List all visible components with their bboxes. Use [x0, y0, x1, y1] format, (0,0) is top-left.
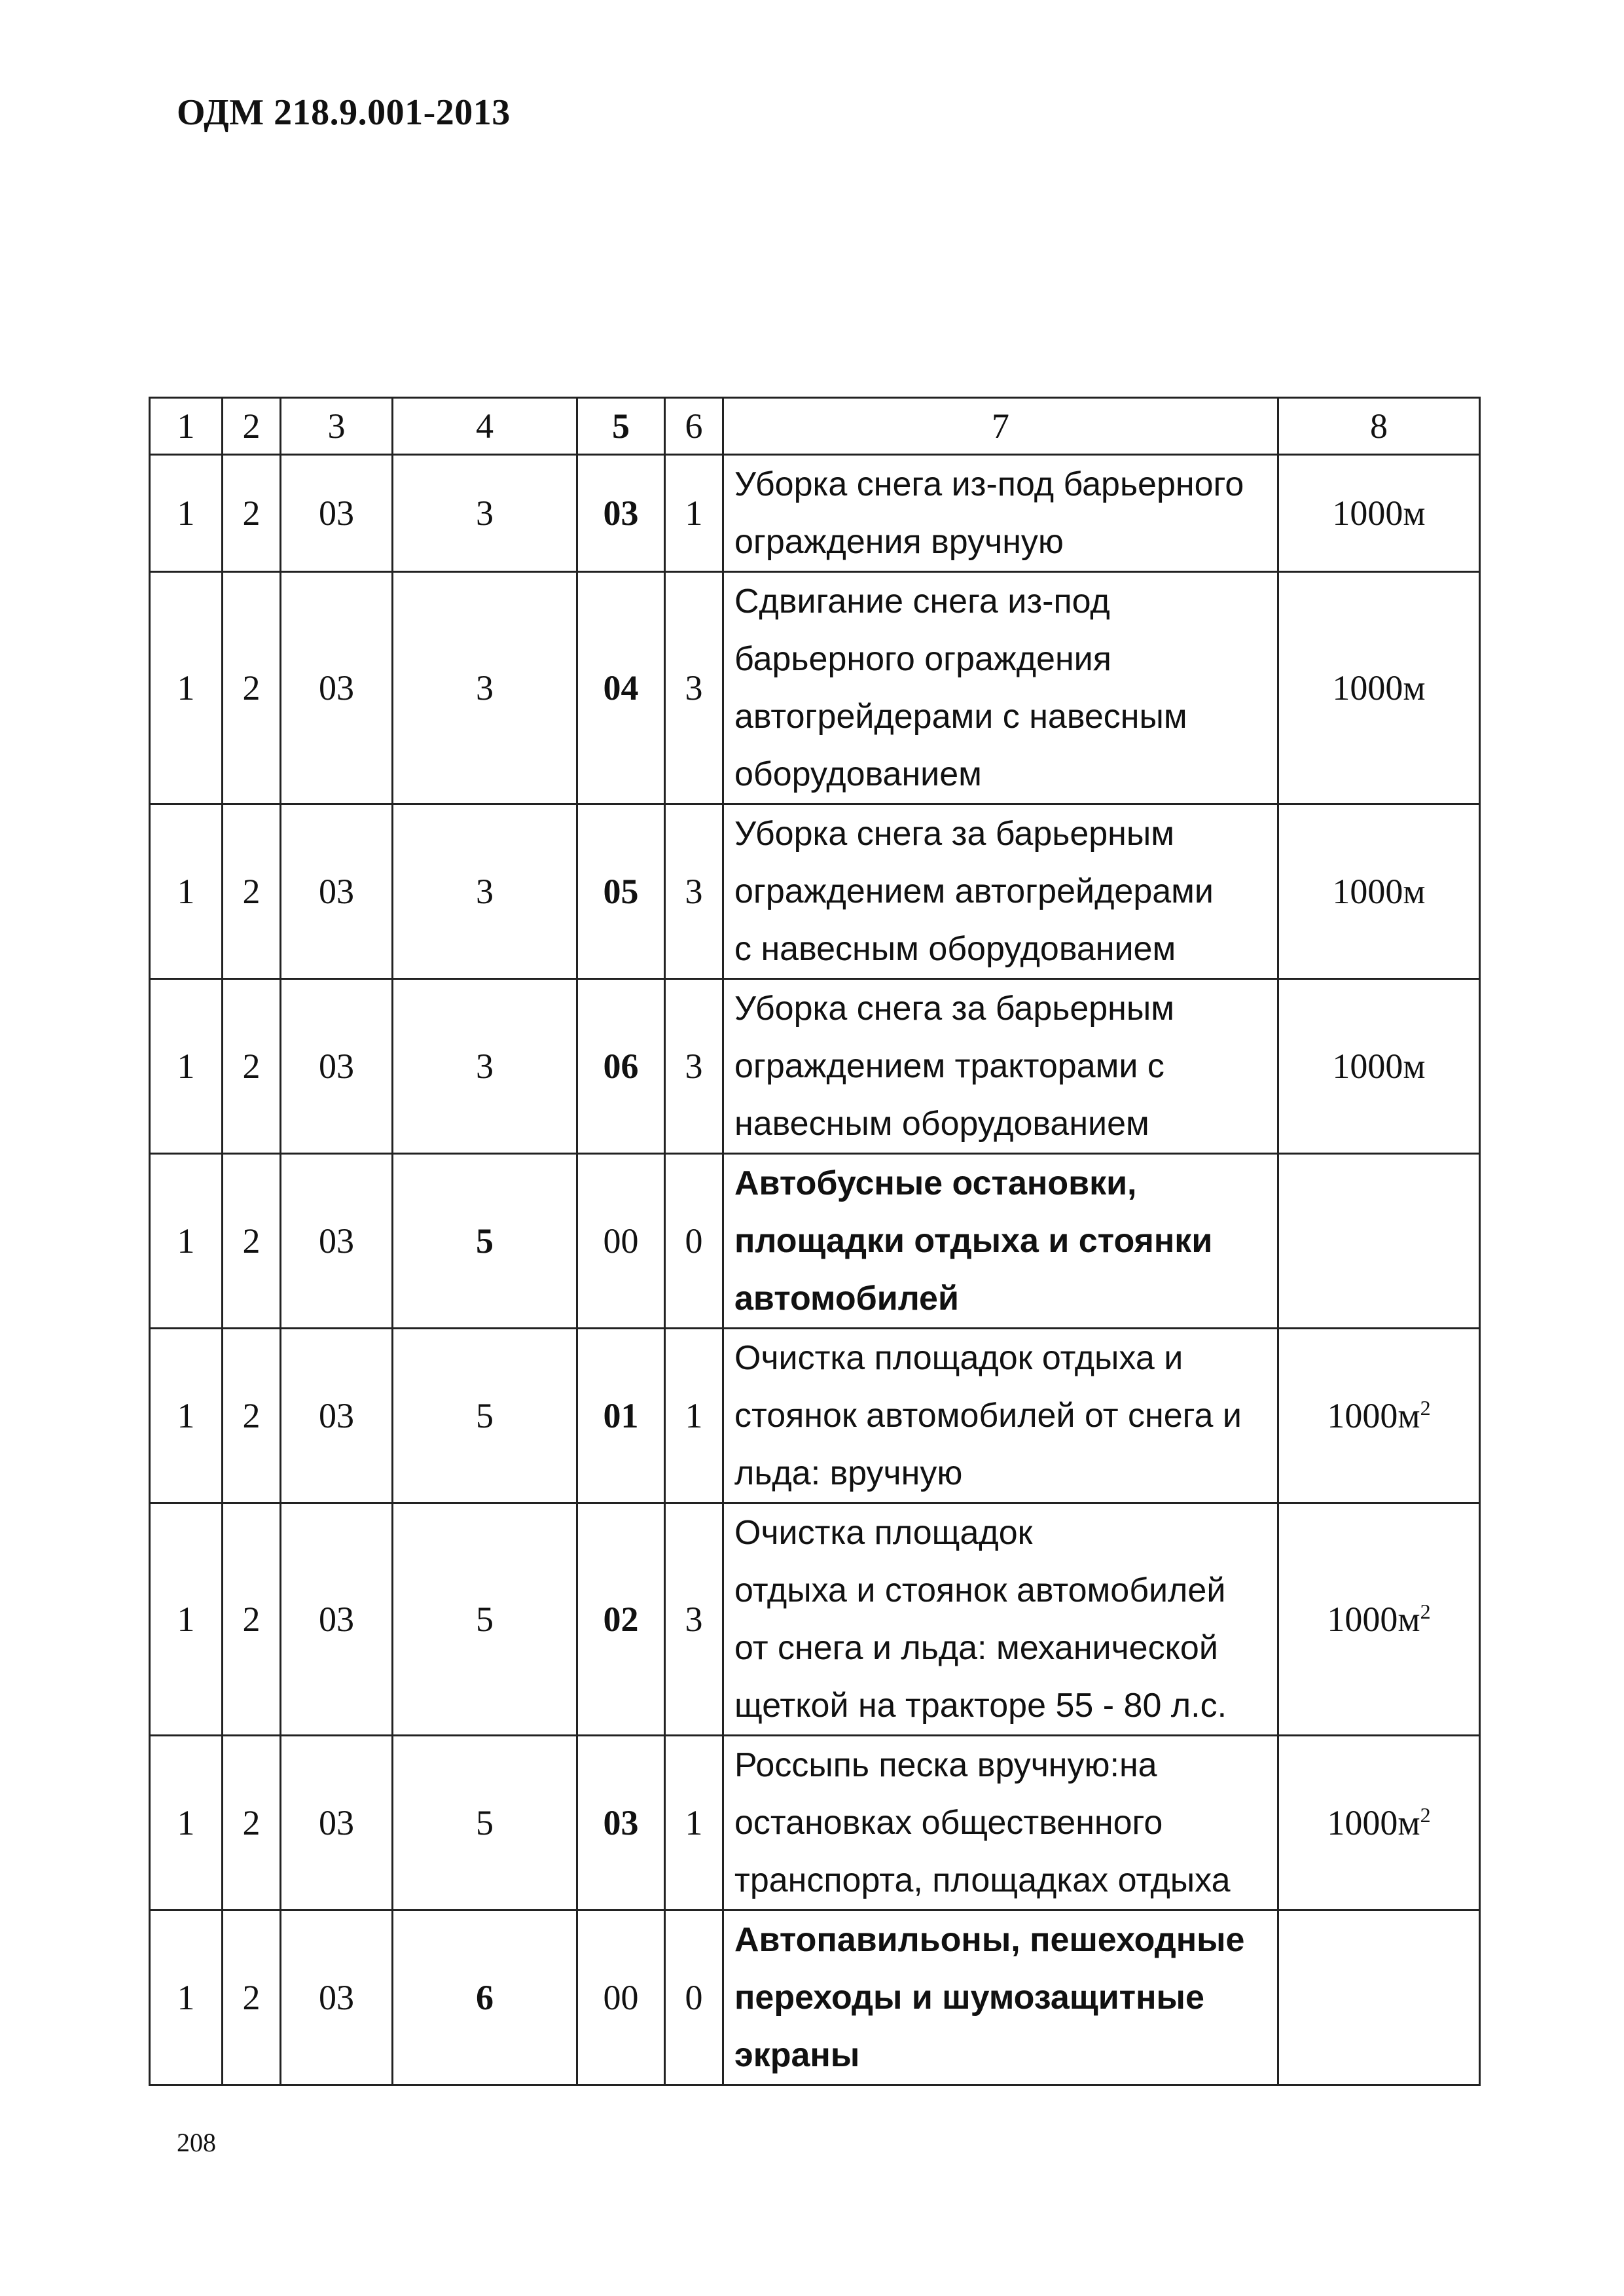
cell-col-2: 2 — [223, 455, 281, 572]
unit-superscript: 2 — [1420, 1396, 1431, 1420]
description-line: льда: вручную — [734, 1454, 963, 1492]
cell-col-2: 2 — [223, 804, 281, 979]
unit-text: 1000м — [1332, 493, 1426, 533]
cell-col-2: 2 — [223, 1736, 281, 1910]
description-line: ограждения вручную — [734, 523, 1064, 561]
cell-unit — [1278, 1910, 1480, 2085]
cell-col-4: 5 — [393, 1154, 577, 1329]
table-row — [150, 979, 1480, 1154]
cell-col-6: 3 — [665, 1503, 723, 1736]
cell-description — [723, 1736, 1278, 1910]
description-line: с навесным оборудованием — [734, 930, 1176, 968]
description-line: Автобусные остановки, — [734, 1164, 1137, 1202]
description-line: Россыпь песка вручную:на — [734, 1746, 1157, 1784]
classifier-table — [149, 397, 1481, 2086]
cell-col-1: 1 — [150, 1329, 223, 1503]
column-header-8: 8 — [1278, 398, 1480, 455]
description-line: площадки отдыха и стоянки — [734, 1222, 1213, 1260]
cell-col-5: 02 — [577, 1503, 665, 1736]
cell-col-2: 2 — [223, 979, 281, 1154]
description-line: Уборка снега из-под барьерного — [734, 465, 1244, 503]
unit-text: 1000м — [1332, 872, 1426, 911]
column-header-4: 4 — [393, 398, 577, 455]
cell-col-1: 1 — [150, 572, 223, 804]
unit-text: 1000м — [1332, 668, 1426, 708]
description-line: Автопавильоны, пешеходные — [734, 1921, 1245, 1959]
table-row — [150, 1910, 1480, 2085]
cell-col-6: 0 — [665, 1910, 723, 2085]
column-header-5: 5 — [577, 398, 665, 455]
description-line: переходы и шумозащитные — [734, 1979, 1204, 2017]
description-line: оборудованием — [734, 755, 982, 793]
table-row — [150, 572, 1480, 804]
cell-col-1: 1 — [150, 804, 223, 979]
column-header-6: 6 — [665, 398, 723, 455]
table-row — [150, 1329, 1480, 1503]
cell-col-4: 6 — [393, 1910, 577, 2085]
cell-col-2: 2 — [223, 572, 281, 804]
cell-col-3: 03 — [281, 1329, 393, 1503]
unit-text: 1000м — [1327, 1396, 1420, 1435]
table-row — [150, 455, 1480, 572]
cell-col-3: 03 — [281, 455, 393, 572]
cell-col-1: 1 — [150, 455, 223, 572]
cell-col-6: 1 — [665, 1329, 723, 1503]
cell-col-6: 1 — [665, 455, 723, 572]
cell-unit — [1278, 1329, 1480, 1503]
document-code-header: ОДМ 218.9.001-2013 — [177, 92, 511, 133]
description-line: автогрейдерами с навесным — [734, 698, 1187, 736]
cell-col-3: 03 — [281, 804, 393, 979]
unit-text: 1000м — [1327, 1600, 1420, 1639]
cell-col-5: 03 — [577, 455, 665, 572]
cell-col-4: 5 — [393, 1736, 577, 1910]
description-line: остановках общественного — [734, 1804, 1163, 1842]
cell-description — [723, 1910, 1278, 2085]
description-line: стоянок автомобилей от снега и — [734, 1397, 1242, 1435]
cell-unit — [1278, 1154, 1480, 1329]
cell-description — [723, 1503, 1278, 1736]
cell-col-6: 0 — [665, 1154, 723, 1329]
cell-description — [723, 979, 1278, 1154]
unit-text: 1000м — [1332, 1047, 1426, 1086]
cell-col-3: 03 — [281, 1736, 393, 1910]
cell-col-2: 2 — [223, 1910, 281, 2085]
cell-col-2: 2 — [223, 1503, 281, 1736]
description-line: щеткой на тракторе 55 - 80 л.с. — [734, 1687, 1227, 1725]
cell-col-1: 1 — [150, 1503, 223, 1736]
description-line: Очистка площадок — [734, 1514, 1033, 1552]
description-line: автомобилей — [734, 1280, 959, 1318]
description-line: навесным оборудованием — [734, 1105, 1149, 1143]
column-header-7: 7 — [723, 398, 1278, 455]
table-header-row — [150, 398, 1480, 455]
cell-unit — [1278, 572, 1480, 804]
description-line: Сдвигание снега из-под — [734, 583, 1110, 620]
cell-col-4: 3 — [393, 804, 577, 979]
cell-col-3: 03 — [281, 572, 393, 804]
cell-unit — [1278, 1503, 1480, 1736]
cell-col-3: 03 — [281, 1154, 393, 1329]
description-line: Уборка снега за барьерным — [734, 815, 1175, 853]
cell-col-1: 1 — [150, 1736, 223, 1910]
column-header-1: 1 — [150, 398, 223, 455]
cell-col-6: 1 — [665, 1736, 723, 1910]
description-line: от снега и льда: механической — [734, 1629, 1218, 1667]
description-line: Очистка площадок отдыха и — [734, 1339, 1183, 1377]
cell-col-5: 04 — [577, 572, 665, 804]
cell-description — [723, 455, 1278, 572]
cell-description — [723, 1154, 1278, 1329]
cell-col-4: 5 — [393, 1329, 577, 1503]
unit-superscript: 2 — [1420, 1600, 1431, 1623]
description-line: экраны — [734, 2036, 860, 2074]
unit-text: 1000м — [1327, 1803, 1420, 1842]
cell-col-5: 05 — [577, 804, 665, 979]
cell-col-4: 3 — [393, 572, 577, 804]
table-row — [150, 1736, 1480, 1910]
cell-col-6: 3 — [665, 804, 723, 979]
cell-description — [723, 804, 1278, 979]
cell-unit — [1278, 804, 1480, 979]
cell-unit — [1278, 455, 1480, 572]
cell-col-6: 3 — [665, 572, 723, 804]
table-row — [150, 804, 1480, 979]
cell-col-5: 00 — [577, 1154, 665, 1329]
cell-col-2: 2 — [223, 1329, 281, 1503]
description-line: ограждением автогрейдерами — [734, 872, 1214, 910]
unit-superscript: 2 — [1420, 1803, 1431, 1827]
cell-col-1: 1 — [150, 1154, 223, 1329]
cell-description — [723, 1329, 1278, 1503]
cell-col-1: 1 — [150, 979, 223, 1154]
cell-col-5: 00 — [577, 1910, 665, 2085]
column-header-2: 2 — [223, 398, 281, 455]
cell-col-2: 2 — [223, 1154, 281, 1329]
cell-col-4: 3 — [393, 979, 577, 1154]
table-row — [150, 1503, 1480, 1736]
cell-col-1: 1 — [150, 1910, 223, 2085]
cell-unit — [1278, 1736, 1480, 1910]
cell-col-3: 03 — [281, 1910, 393, 2085]
cell-col-4: 5 — [393, 1503, 577, 1736]
cell-col-3: 03 — [281, 1503, 393, 1736]
cell-col-4: 3 — [393, 455, 577, 572]
page-number: 208 — [177, 2128, 216, 2157]
cell-col-5: 01 — [577, 1329, 665, 1503]
table-body — [150, 398, 1480, 2085]
description-line: ограждением тракторами с — [734, 1047, 1164, 1085]
description-line: отдыха и стоянок автомобилей — [734, 1571, 1226, 1609]
cell-col-5: 06 — [577, 979, 665, 1154]
description-line: барьерного ограждения — [734, 640, 1111, 678]
description-line: транспорта, площадках отдыха — [734, 1861, 1231, 1899]
table-row — [150, 1154, 1480, 1329]
cell-col-6: 3 — [665, 979, 723, 1154]
cell-description — [723, 572, 1278, 804]
cell-unit — [1278, 979, 1480, 1154]
cell-col-5: 03 — [577, 1736, 665, 1910]
cell-col-3: 03 — [281, 979, 393, 1154]
description-line: Уборка снега за барьерным — [734, 990, 1175, 1028]
column-header-3: 3 — [281, 398, 393, 455]
